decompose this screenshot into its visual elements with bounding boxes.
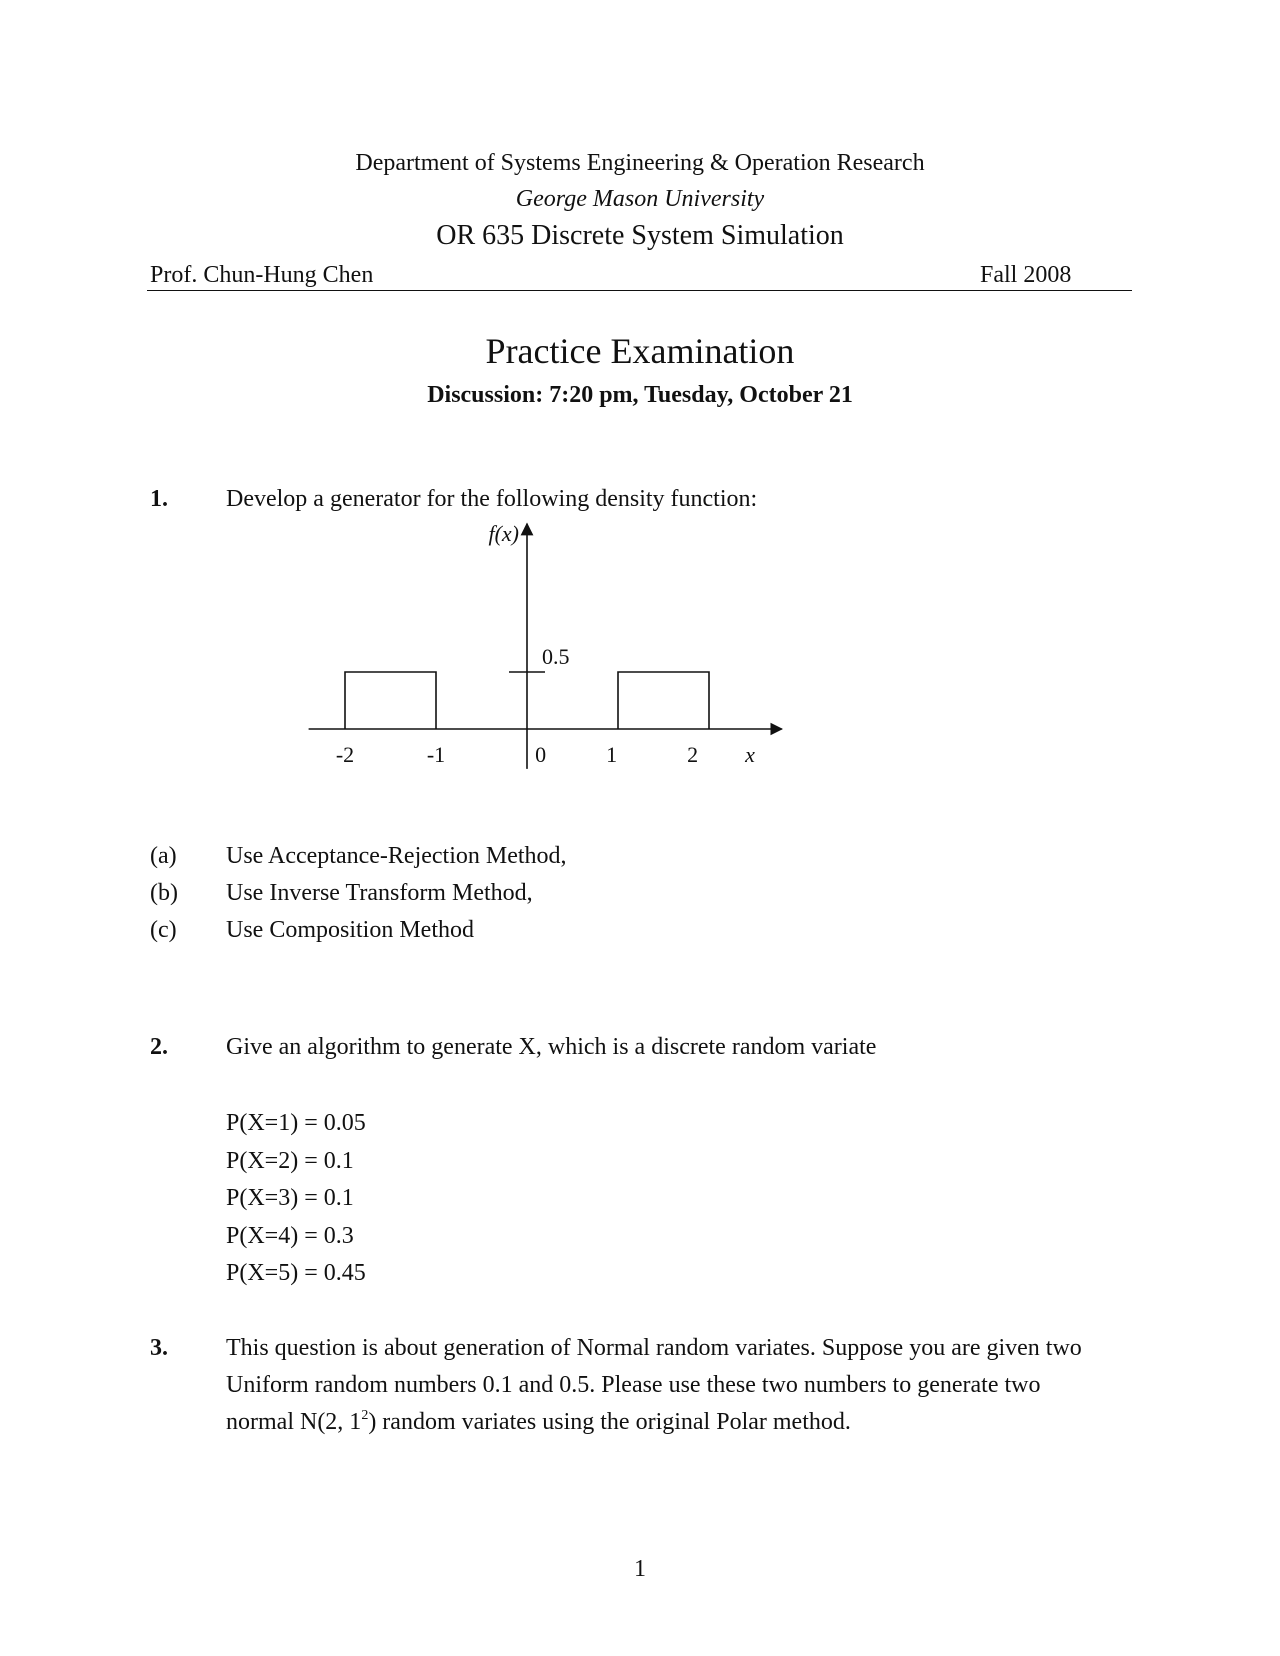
q1-part-label: (b) (150, 880, 178, 906)
probability-line: P(X=1) = 0.05 (226, 1110, 366, 1136)
q1-number: 1. (150, 486, 168, 512)
discussion-time: Discussion: 7:20 pm, Tuesday, October 21 (427, 382, 853, 408)
x-tick-label: 1 (606, 742, 618, 767)
x-tick-label: 2 (687, 742, 699, 767)
department-name: Department of Systems Engineering & Operation Research (355, 150, 925, 176)
probability-line: P(X=4) = 0.3 (226, 1222, 354, 1249)
q3-line-2: Uniform random numbers 0.1 and 0.5. Please use these two numbers to generate two (226, 1372, 1041, 1398)
q3-line-3-post: ) random variates using the original Polar method. (368, 1409, 851, 1435)
x-tick-label: 0 (535, 742, 547, 767)
page-number: 1 (634, 1556, 646, 1582)
y-axis-label: f(x) (488, 521, 519, 547)
professor-name: Prof. Chun-Hung Chen (150, 262, 374, 288)
density-segment-2 (618, 672, 709, 729)
q1-part-text: Use Composition Method (226, 917, 475, 943)
x-tick-label: -1 (426, 742, 446, 767)
q1-part-text: Use Inverse Transform Method, (226, 880, 533, 906)
q3-number: 3. (150, 1335, 168, 1361)
density-segment-1 (345, 672, 436, 729)
q2-text: Give an algorithm to generate X, which is a discrete random variate (226, 1034, 877, 1060)
y-tick-label: 0.5 (542, 644, 570, 669)
q1-part-label: (c) (150, 917, 177, 943)
exam-title: Practice Examination (485, 331, 795, 371)
x-axis-label: x (745, 742, 755, 767)
probability-line: P(X=5) = 0.45 (226, 1260, 366, 1286)
probability-line: P(X=2) = 0.1 (226, 1147, 354, 1174)
q3-line-3-pre: normal N(2, 1 (226, 1409, 362, 1435)
probability-line: P(X=3) = 0.1 (226, 1185, 354, 1211)
x-tick-label: -2 (335, 742, 355, 767)
q3-line-1: This question is about generation of Normal random variates. Suppose you are given two (226, 1335, 1082, 1361)
q1-part-text: Use Acceptance-Rejection Method, (226, 843, 567, 869)
q3-exponent: 2 (361, 1408, 369, 1423)
course-title: OR 635 Discrete System Simulation (436, 220, 844, 251)
q1-text: Develop a generator for the following density function: (226, 486, 758, 512)
q1-part-label: (a) (150, 843, 177, 869)
term: Fall 2008 (980, 262, 1072, 288)
university-name: George Mason University (515, 186, 765, 212)
q3-line-3 (226, 1409, 851, 1436)
q2-number: 2. (150, 1034, 168, 1060)
